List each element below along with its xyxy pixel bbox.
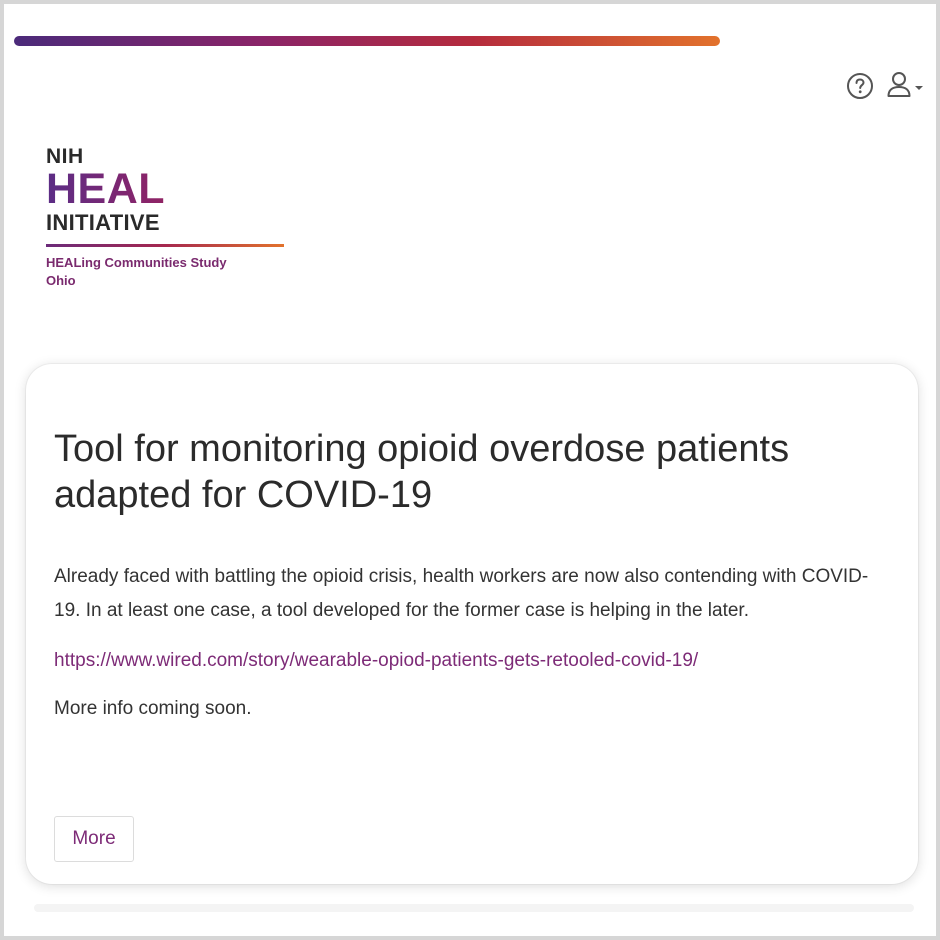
logo-divider [46, 244, 284, 247]
logo-heal: HEAL [46, 168, 286, 210]
user-icon [886, 70, 912, 102]
next-card-edge [34, 904, 914, 912]
study-name [46, 254, 286, 290]
brand-gradient-bar [14, 36, 720, 46]
news-link[interactable]: https://www.wired.com/story/wearable-opiod-patients-gets-retooled-covid-19/ [54, 650, 699, 671]
study-name-line2: Ohio [46, 273, 76, 288]
logo-nih: NIH [46, 145, 84, 168]
user-menu[interactable] [886, 70, 924, 102]
news-title: Tool for monitoring opioid overdose patients adapted for COVID-19 [54, 428, 790, 516]
more-info-text: More info coming soon. [54, 698, 252, 719]
study-name-line1: HEALing Communities Study [46, 255, 227, 270]
header-toolbar [846, 70, 924, 102]
help-circle-icon[interactable] [846, 72, 874, 100]
logo-initiative: INITIATIVE [46, 210, 160, 235]
more-button[interactable]: More [54, 816, 134, 862]
nih-heal-logo [46, 146, 286, 290]
news-card [26, 364, 918, 884]
caret-down-icon [914, 77, 924, 96]
news-description: Already faced with battling the opioid crisis, health workers are now also contending with COVID-19. In at least one case, a tool developed for the former case is helping in the later. [54, 566, 869, 621]
